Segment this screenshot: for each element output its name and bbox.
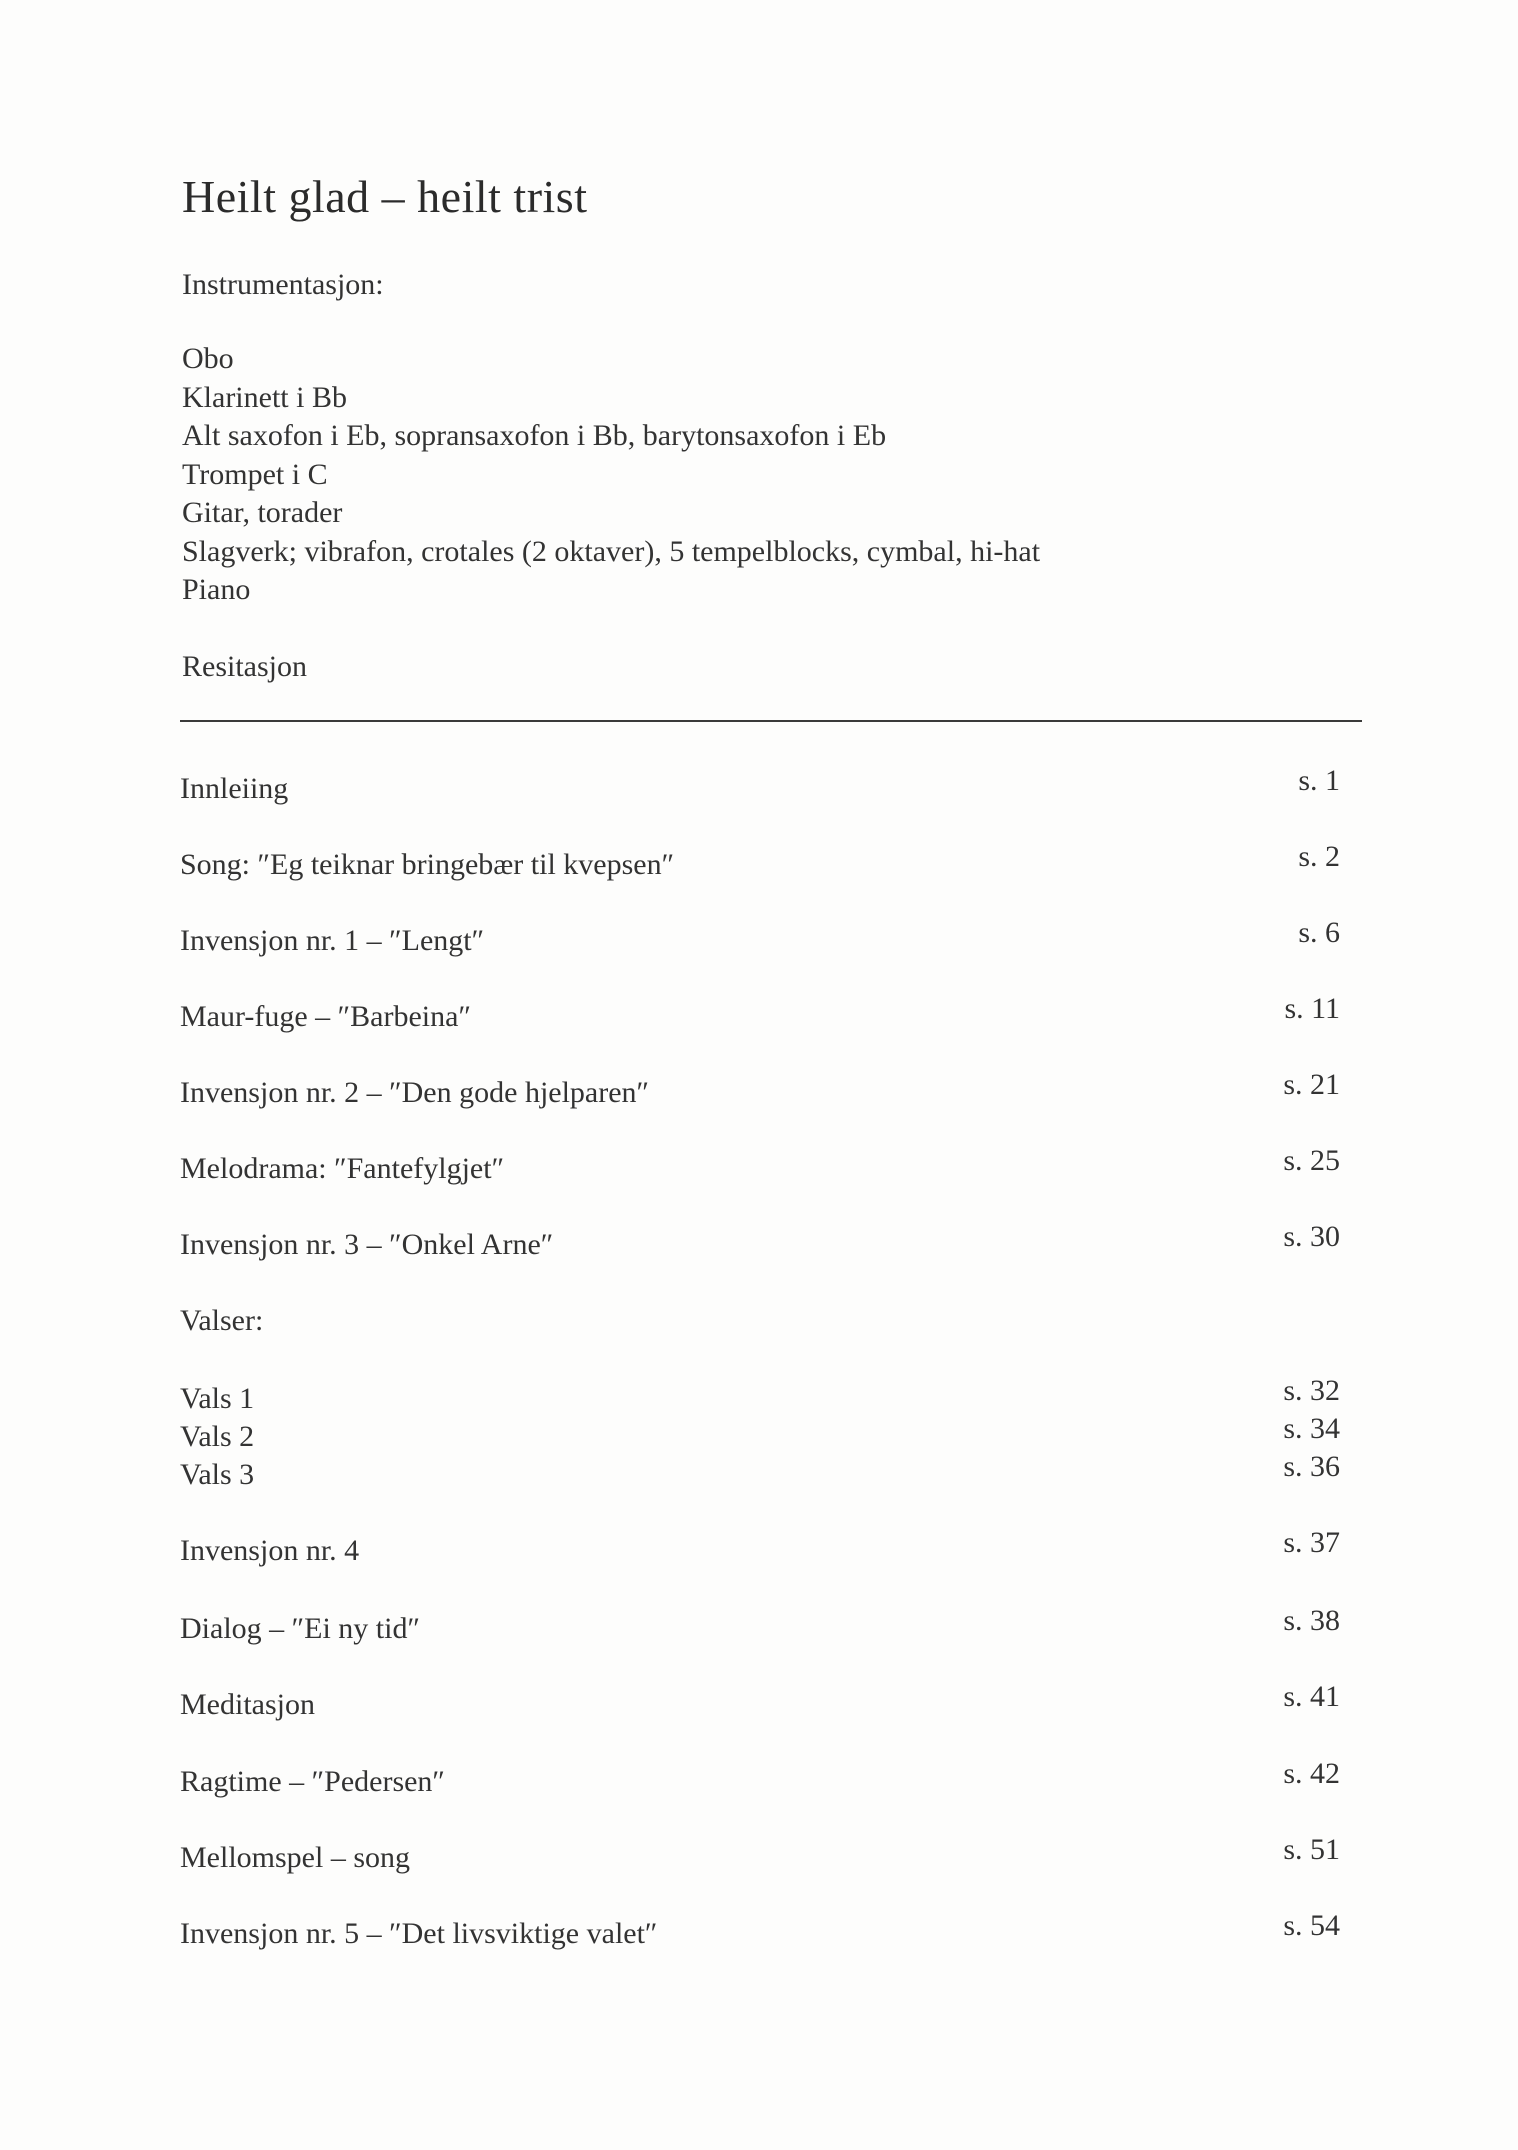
toc-entry	[180, 764, 1340, 810]
toc-entry-page: s. 38	[1283, 1604, 1340, 1637]
toc-entry	[180, 1450, 1340, 1496]
divider-line	[180, 720, 1362, 722]
instrument-item: Slagverk; vibrafon, crotales (2 oktaver), 5 tempelblocks, cymbal, hi-hat	[182, 534, 1041, 568]
instrumentation-heading: Instrumentasjon:	[182, 268, 384, 301]
toc-entry	[180, 1604, 1340, 1650]
instrument-item: Alt saxofon i Eb, sopransaxofon i Bb, barytonsaxofon i Eb	[182, 419, 887, 452]
toc-entry-title: Invensjon nr. 1 – ″Lengt″	[180, 924, 485, 957]
toc-entry-page: s. 36	[1283, 1450, 1340, 1483]
toc-entry	[180, 1374, 1340, 1420]
toc-entry-page: s. 1	[1298, 764, 1340, 797]
toc-entry-title: Invensjon nr. 4	[180, 1534, 360, 1567]
toc-entry	[180, 1144, 1340, 1190]
toc-entry-title: Vals 1	[180, 1382, 255, 1415]
toc-entry-page: s. 34	[1283, 1412, 1340, 1445]
toc-section-heading	[180, 1304, 1340, 1344]
instrument-item: Piano	[182, 573, 251, 606]
toc-entry	[180, 916, 1340, 962]
toc-entry	[180, 1757, 1340, 1803]
toc-entry	[180, 1680, 1340, 1726]
toc-entry-page: s. 21	[1283, 1068, 1340, 1101]
toc-entry	[180, 1412, 1340, 1458]
toc-entry-page: s. 37	[1283, 1526, 1340, 1559]
toc-entry-page: s. 6	[1298, 916, 1340, 949]
toc-entry-page: s. 32	[1283, 1374, 1340, 1407]
toc-entry	[180, 1220, 1340, 1266]
toc-entry-title: Ragtime – ″Pedersen″	[180, 1765, 445, 1798]
toc-entry-title: Invensjon nr. 5 – ″Det livsviktige valet″	[180, 1917, 658, 1950]
toc-entry-title: Vals 3	[180, 1458, 255, 1491]
toc-entry-title: Mellomspel – song	[180, 1841, 410, 1874]
toc-entry-page: s. 11	[1284, 992, 1340, 1025]
instrument-item: Obo	[182, 342, 234, 375]
toc-entry-title: Melodrama: ″Fantefylgjet″	[180, 1152, 505, 1185]
toc-entry	[180, 992, 1340, 1038]
toc-entry-title: Song: ″Eg teiknar bringebær til kvepsen″	[180, 848, 675, 881]
instrument-item: Trompet i C	[182, 457, 328, 491]
toc-entry-page: s. 41	[1283, 1680, 1340, 1713]
toc-entry-title: Meditasjon	[180, 1688, 315, 1721]
toc-entry-title: Vals 2	[180, 1420, 255, 1453]
toc-entry-title: Invensjon nr. 2 – ″Den gode hjelparen″	[180, 1076, 650, 1109]
toc-entry-page: s. 2	[1298, 840, 1340, 873]
instrument-item: Gitar, torader	[182, 496, 343, 529]
recitation-label: Resitasjon	[182, 650, 307, 683]
instrument-list	[182, 340, 1040, 610]
toc-section-title: Valser:	[180, 1304, 264, 1337]
toc-entry-page: s. 30	[1283, 1220, 1340, 1253]
toc-entry-page: s. 51	[1283, 1833, 1340, 1866]
toc-entry	[180, 1526, 1340, 1572]
toc-entry-title: Innleiing	[180, 772, 289, 805]
toc-entry-page: s. 54	[1283, 1909, 1340, 1942]
toc-entry-title: Dialog – ″Ei ny tid″	[180, 1612, 420, 1645]
toc-entry-page: s. 25	[1283, 1144, 1340, 1177]
toc-entry	[180, 1068, 1340, 1114]
instrument-item: Klarinett i Bb	[182, 380, 347, 414]
toc-entry-page: s. 42	[1283, 1757, 1340, 1790]
toc-entry	[180, 1909, 1340, 1955]
page-title: Heilt glad – heilt trist	[182, 171, 588, 222]
toc-entry-title: Maur-fuge – ″Barbeina″	[180, 1000, 471, 1033]
toc-entry-title: Invensjon nr. 3 – ″Onkel Arne″	[180, 1228, 554, 1261]
toc-entry	[180, 1833, 1340, 1879]
toc-entry	[180, 840, 1340, 886]
